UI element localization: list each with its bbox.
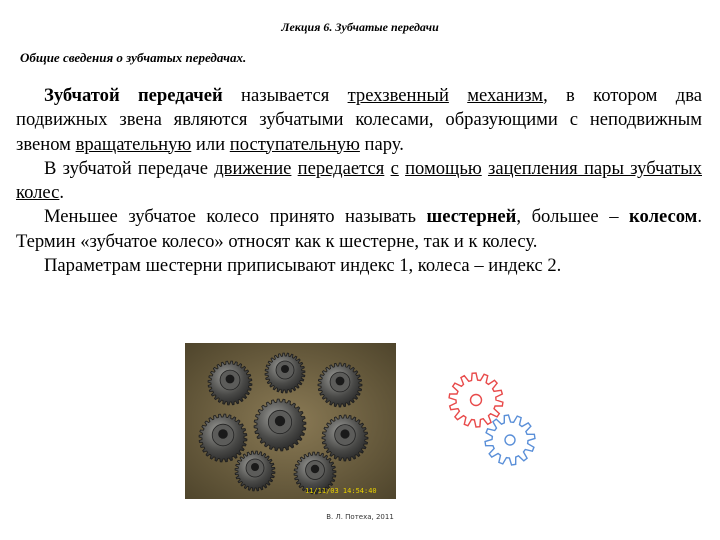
paragraph-motion	[16, 157, 702, 206]
text-fragment: пару.	[359, 133, 404, 155]
link-translational[interactable]: поступательную	[229, 133, 360, 155]
driving-gear-hub-icon	[471, 395, 482, 406]
driven-gear-hub-icon	[505, 435, 515, 445]
text-fragment: .	[59, 182, 65, 204]
photo-timestamp: 11/11/03 14:54:40	[305, 487, 377, 495]
section-title: Общие сведения о зубчатых передачах.	[20, 50, 247, 65]
paragraph-pinion	[16, 205, 702, 254]
text-fragment: , в котором два подвижных звена являются зубчатыми колесами, образующими с неподвижным звеном	[16, 85, 703, 155]
photo-gear-bore-shape	[275, 416, 285, 426]
link-rotational[interactable]: вращательную	[75, 133, 192, 155]
photo-gear-bore-shape	[340, 429, 349, 438]
link-engagement[interactable]: зацепления пары зубчатых колес	[16, 157, 702, 204]
photo-gear-bore-shape	[336, 377, 345, 386]
paragraph-definition	[16, 84, 702, 157]
link-mechanism[interactable]: механизм	[467, 85, 544, 106]
photo-gear-bore-shape	[226, 375, 235, 384]
link-motion[interactable]: движение	[214, 157, 292, 179]
link-with[interactable]: с	[390, 157, 399, 179]
text-fragment: Меньшее зубчатое колесо принято называть	[44, 206, 427, 228]
term-gear-transmission: Зубчатой передачей	[44, 85, 223, 106]
gears-photo	[185, 343, 396, 499]
driving-gear-icon	[449, 373, 503, 427]
body-text	[16, 84, 702, 278]
footer-author: В. Л. Потеха, 2011	[326, 513, 394, 521]
link-transmitted[interactable]: передается	[297, 157, 385, 179]
paragraph-index: Параметрам шестерни приписывают индекс 1, колеса – индекс 2.	[44, 255, 562, 277]
text-fragment: или	[191, 133, 230, 155]
text-fragment: В зубчатой передаче	[44, 157, 215, 179]
link-help[interactable]: помощью	[405, 157, 482, 179]
text-fragment: называется	[222, 85, 348, 106]
text-fragment: , большее –	[516, 206, 630, 228]
term-wheel: колесом	[629, 206, 698, 228]
term-pinion: шестерней	[426, 206, 517, 228]
lecture-title: Лекция 6. Зубчатые передачи	[281, 20, 439, 34]
photo-gear-bore-shape	[311, 465, 319, 473]
photo-gear-bore-shape	[218, 429, 228, 439]
photo-gear-bore-shape	[281, 365, 289, 373]
gear-pair-diagram	[440, 364, 540, 474]
text-fragment	[449, 85, 467, 106]
photo-gear-bore-shape	[251, 463, 259, 471]
driven-gear-icon	[485, 415, 535, 465]
link-three-link[interactable]: трехзвенный	[347, 85, 449, 106]
text-fragment: . Термин «зубчатое колесо» относят как к шестерне, так и к колесу.	[16, 206, 702, 252]
